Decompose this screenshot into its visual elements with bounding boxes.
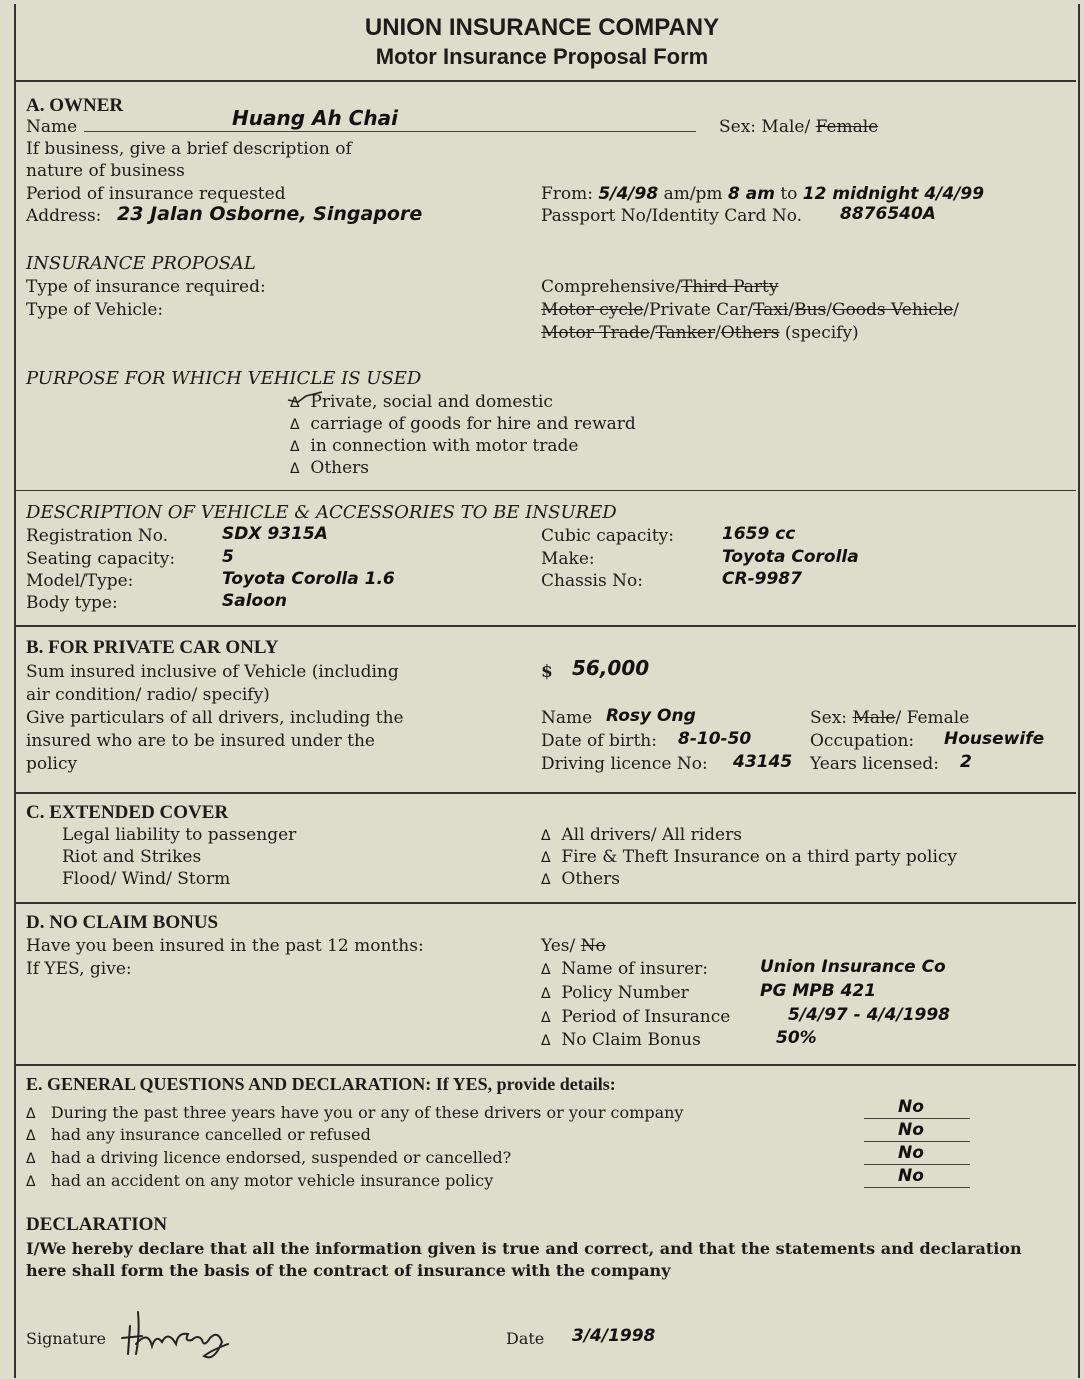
name-label: Name	[26, 117, 78, 137]
name-underline	[84, 131, 696, 132]
sum-insured-label-2: air condition/ radio/ specify)	[26, 685, 270, 705]
currency-symbol: $	[541, 662, 553, 682]
purpose-item: Δ Private, social and domestic	[290, 392, 553, 412]
drivers-label: Give particulars of all drivers, including the	[26, 708, 404, 728]
drivers-label-3: policy	[26, 754, 78, 774]
cubic-capacity-value: 1659 cc	[722, 524, 796, 544]
sum-insured-value: 56,000	[572, 656, 650, 680]
to-date-value: 12 midnight 4/4/99	[802, 184, 985, 204]
driver-name-label: Name	[541, 708, 593, 728]
insured-answer: Yes/ No	[541, 936, 606, 956]
seating-value: 5	[222, 547, 234, 567]
occupation-value: Housewife	[944, 729, 1045, 749]
purpose-heading: PURPOSE FOR WHICH VEHICLE IS USED	[26, 368, 422, 389]
business-label-2: nature of business	[26, 161, 185, 181]
section-no-claim-heading: D. NO CLAIM BONUS	[26, 912, 219, 933]
insurance-proposal-heading: INSURANCE PROPOSAL	[26, 253, 256, 274]
make-value: Toyota Corolla	[722, 547, 859, 567]
body-type-label: Body type:	[26, 593, 118, 613]
divider	[14, 902, 1076, 904]
section-private-car-heading: B. FOR PRIVATE CAR ONLY	[26, 637, 279, 658]
chassis-label: Chassis No:	[541, 571, 643, 591]
registration-value: SDX 9315A	[222, 524, 328, 544]
policy-number-label: Δ Policy Number	[541, 983, 689, 1003]
form-title: Motor Insurance Proposal Form	[375, 44, 709, 69]
driver-name-value: Rosy Ong	[606, 706, 696, 726]
type-vehicle-label: Type of Vehicle:	[26, 300, 164, 320]
registration-label: Registration No.	[26, 526, 169, 546]
insurer-value: Union Insurance Co	[760, 957, 946, 977]
sum-insured-label: Sum insured inclusive of Vehicle (including	[26, 662, 399, 682]
purpose-item: Δ in connection with motor trade	[290, 436, 579, 456]
date-label: Date	[506, 1329, 545, 1348]
extended-item: Flood/ Wind/ Storm	[62, 869, 231, 889]
passport-label: Passport No/Identity Card No.	[541, 206, 803, 226]
divider	[14, 1064, 1076, 1066]
vehicle-options-line2: Motor Trade/Tanker/Others (specify)	[541, 323, 859, 343]
period-insurance-label: Δ Period of Insurance	[541, 1007, 731, 1027]
drivers-label-2: insured who are to be insured under the	[26, 731, 375, 751]
extended-item: Riot and Strikes	[62, 847, 202, 867]
answer-underline	[864, 1164, 970, 1165]
check-mark-icon	[286, 390, 326, 406]
purpose-item: Δ Others	[290, 458, 370, 478]
bonus-label: Δ No Claim Bonus	[541, 1030, 701, 1050]
type-insurance-label: Type of insurance required:	[26, 277, 266, 297]
period-insurance-value: 5/4/97 - 4/4/1998	[788, 1005, 951, 1025]
answer-underline	[864, 1141, 970, 1142]
answer-underline	[864, 1118, 970, 1119]
answer-value: No	[898, 1143, 924, 1163]
licence-value: 43145	[733, 752, 793, 772]
section-owner-heading: A. OWNER	[26, 95, 124, 116]
driver-sex: Sex: Male/ Female	[810, 708, 970, 728]
address-label: Address:	[26, 206, 102, 226]
body-type-value: Saloon	[222, 591, 288, 611]
vehicle-options-line1: Motor cycle/Private Car/Taxi/Bus/Goods Vehicle/	[541, 300, 959, 320]
owner-name-value: Huang Ah Chai	[232, 106, 398, 130]
bonus-value: 50%	[776, 1028, 817, 1048]
question-row: Δ During the past three years have you or any of these drivers or your company	[26, 1103, 684, 1122]
business-label: If business, give a brief description of	[26, 139, 352, 159]
answer-value: No	[898, 1097, 924, 1117]
period-from: From: 5/4/98 am/pm 8 am to 12 midnight 4/4/99	[541, 184, 985, 204]
declaration-text: I/We hereby declare that all the information given is true and correct, and that the statements and declaration here shall form the basis of the contract of insurance with the company	[26, 1239, 1022, 1280]
cubic-capacity-label: Cubic capacity:	[541, 526, 674, 546]
model-label: Model/Type:	[26, 571, 134, 591]
question-row: Δ had a driving licence endorsed, suspended or cancelled?	[26, 1148, 512, 1167]
purpose-item: Δ carriage of goods for hire and reward	[290, 414, 636, 434]
divider	[14, 490, 1076, 491]
question-row: Δ had an accident on any motor vehicle insurance policy	[26, 1171, 494, 1190]
years-licensed-value: 2	[960, 752, 972, 772]
model-value: Toyota Corolla 1.6	[222, 569, 395, 589]
answer-value: No	[898, 1120, 924, 1140]
divider	[14, 792, 1076, 794]
policy-number-value: PG MPB 421	[760, 981, 877, 1001]
licence-label: Driving licence No:	[541, 754, 708, 774]
address-value: 23 Jalan Osborne, Singapore	[117, 203, 423, 225]
answer-value: No	[898, 1166, 924, 1186]
divider	[14, 80, 1076, 82]
from-date-value: 5/4/98	[598, 184, 659, 204]
divider	[14, 625, 1076, 627]
extended-item: Δ Others	[541, 869, 621, 889]
extended-item: Legal liability to passenger	[62, 825, 297, 845]
type-insurance-options: Comprehensive/Third Party	[541, 277, 779, 297]
from-time-value: 8 am	[727, 184, 775, 204]
signature-mark	[118, 1304, 258, 1364]
section-general-heading: E. GENERAL QUESTIONS AND DECLARATION: If YES, provide details:	[26, 1074, 616, 1094]
dob-label: Date of birth:	[541, 731, 657, 751]
extended-item: Δ All drivers/ All riders	[541, 825, 742, 845]
company-name: UNION INSURANCE COMPANY	[364, 14, 720, 41]
signature-label: Signature	[26, 1329, 107, 1348]
section-extended-cover-heading: C. EXTENDED COVER	[26, 802, 229, 823]
seating-label: Seating capacity:	[26, 549, 176, 569]
question-row: Δ had any insurance cancelled or refused	[26, 1125, 371, 1144]
chassis-value: CR-9987	[722, 569, 802, 589]
insured-question: Have you been insured in the past 12 months:	[26, 936, 424, 956]
answer-underline	[864, 1187, 970, 1188]
declaration-heading: DECLARATION	[26, 1214, 168, 1235]
dob-value: 8-10-50	[678, 729, 752, 749]
vehicle-description-heading: DESCRIPTION OF VEHICLE & ACCESSORIES TO BE INSURED	[26, 502, 617, 523]
years-licensed-label: Years licensed:	[810, 754, 939, 774]
make-label: Make:	[541, 549, 595, 569]
extended-item: Δ Fire & Theft Insurance on a third party policy	[541, 847, 958, 867]
insurer-label: Δ Name of insurer:	[541, 959, 709, 979]
period-label: Period of insurance requested	[26, 184, 286, 204]
sex-label: Sex: Male/ Female	[719, 117, 879, 137]
date-value: 3/4/1998	[572, 1326, 656, 1346]
passport-value: 8876540A	[840, 204, 936, 224]
occupation-label: Occupation:	[810, 731, 915, 751]
if-yes-label: If YES, give:	[26, 959, 132, 979]
